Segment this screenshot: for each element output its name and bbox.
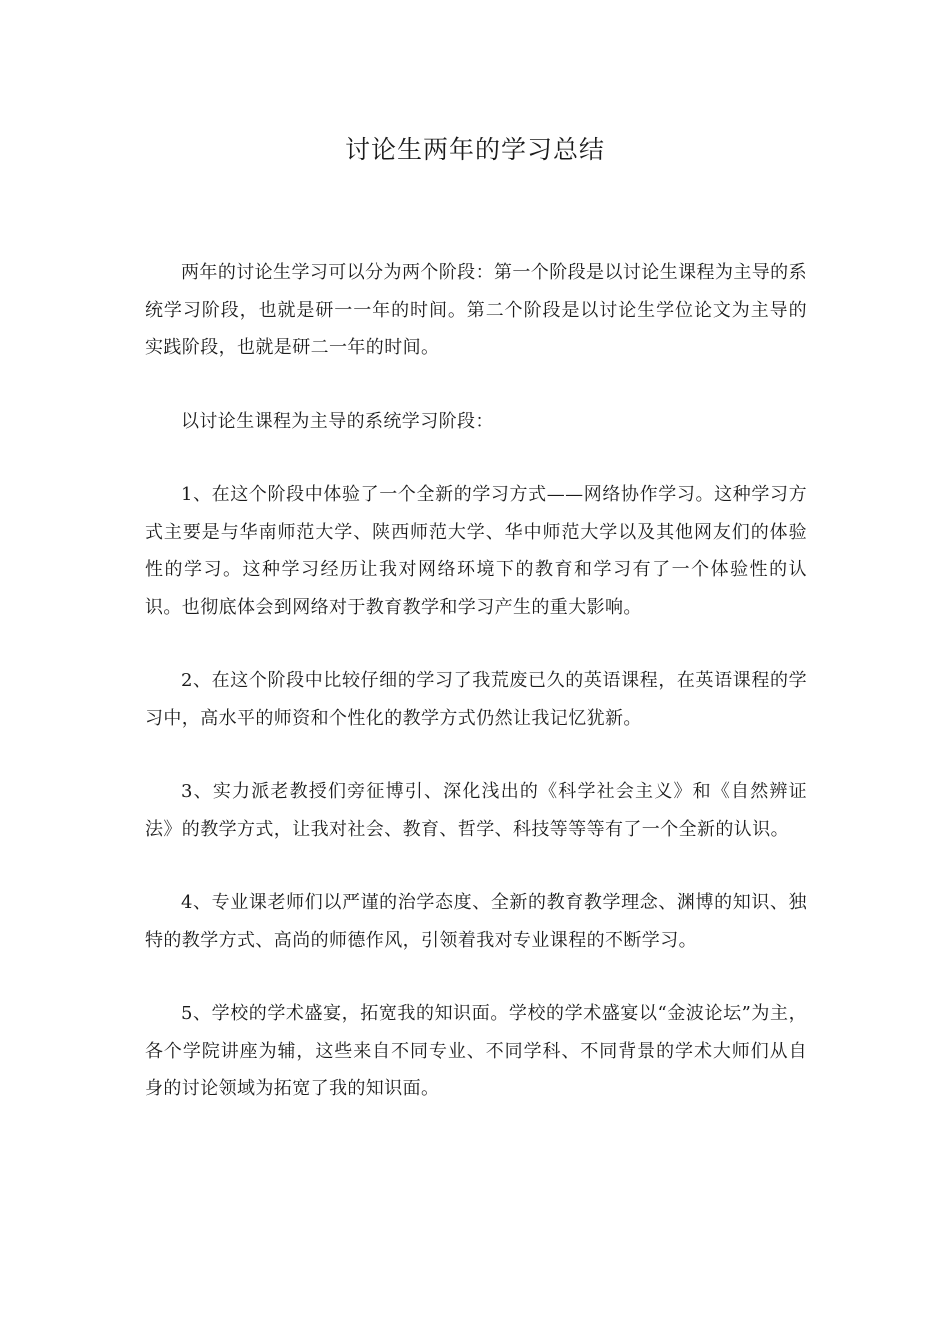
paragraph-item-1: 1、在这个阶段中体验了一个全新的学习方式——网络协作学习。这种学习方式主要是与华南师范大学、陕西师范大学、华中师范大学以及其他网友们的体验性的学习。这种学习经历让我对网络环境下的教育和学习有了一个体验性的认识。也彻底体会到网络对于教育教学和学习产生的重大影响。 (145, 484, 807, 618)
paragraph-item-2: 2、在这个阶段中比较仔细的学习了我荒废已久的英语课程，在英语课程的学习中，高水平的师资和个性化的教学方式仍然让我记忆犹新。 (145, 670, 807, 729)
paragraph-item-5: 5、学校的学术盛宴，拓宽我的知识面。学校的学术盛宴以“金波论坛”为主，各个学院讲座为辅，这些来自不同专业、不同学科、不同背景的学术大师们从自身的讨论领域为拓宽了我的知识面。 (145, 1003, 807, 1099)
document-body (145, 254, 807, 1144)
paragraph-section-heading: 以讨论生课程为主导的系统学习阶段： (181, 410, 494, 432)
paragraph-item-3: 3、实力派老教授们旁征博引、深化浅出的《科学社会主义》和《自然辨证法》的教学方式，让我对社会、教育、哲学、科技等等等有了一个全新的认识。 (145, 781, 807, 840)
document-title: 讨论生两年的学习总结 (344, 135, 605, 164)
paragraph-intro: 两年的讨论生学习可以分为两个阶段：第一个阶段是以讨论生课程为主导的系统学习阶段，也就是研一一年的时间。第二个阶段是以讨论生学位论文为主导的实践阶段，也就是研二一年的时间。 (145, 262, 807, 358)
paragraph-item-4: 4、专业课老师们以严谨的治学态度、全新的教育教学理念、渊博的知识、独特的教学方式、高尚的师德作风，引领着我对专业课程的不断学习。 (145, 892, 807, 951)
